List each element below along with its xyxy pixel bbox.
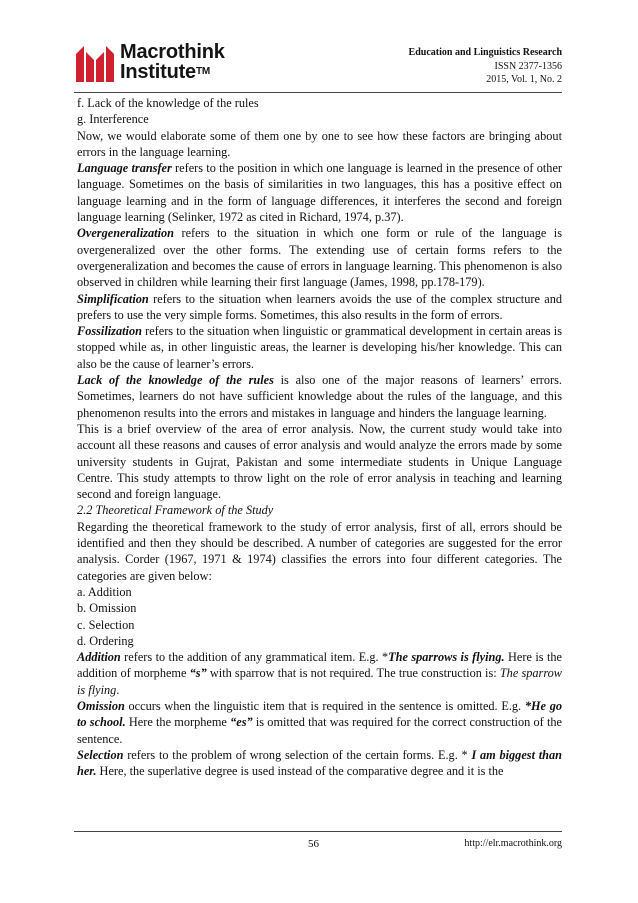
list-item-omission: b. Omission — [77, 601, 137, 616]
example-omission: *He go to school. — [77, 698, 562, 730]
paragraph-lack-of-knowledge: Lack of the knowledge of the rules is also one of the major reasons of learners’ errors. Sometimes, learners do not have sufficient knowledge about the rules of the language, and this phenomenon results into the errors and mistakes in language and hinders the language learning. — [77, 373, 562, 420]
publisher-logo — [74, 41, 274, 88]
term-lack-of-knowledge: Lack of the knowledge of the rules — [77, 373, 274, 388]
example-selection: I am biggest than her. — [77, 747, 562, 779]
list-item-g: g. Interference — [77, 112, 149, 127]
paragraph-language-transfer: Language transfer refers to the position in which one language is learned in the presence of other language. Sometimes on the basis of similarities in two languages, this has a positive effect on language learning and in the form of language differences, it interferes the second and foreign language learning (Selinker, 1972 as cited in Richard, 1974, p.37). — [77, 161, 562, 225]
journal-title: Education and Linguistics Research — [408, 47, 562, 58]
footer-url[interactable]: http://elr.macrothink.org — [464, 838, 562, 849]
paragraph-elaborate: Now, we would elaborate some of them one by one to see how these factors are bringing about errors in the language learning. — [77, 128, 562, 159]
paragraph-simplification: Simplification refers to the situation when learners avoids the use of the complex structure and prefers to use the very simple forms. Sometimes, this also results in the form of errors. — [77, 291, 562, 322]
list-item-selection: c. Selection — [77, 617, 135, 632]
footer-rule — [74, 831, 562, 832]
journal-issn: ISSN 2377-1356 — [494, 60, 562, 72]
page-number: 56 — [308, 838, 319, 850]
logo-line-2: Institute™ — [120, 61, 211, 83]
header-rule — [74, 92, 562, 93]
example-addition: The sparrows is flying. — [388, 650, 505, 665]
term-omission: Omission — [77, 698, 125, 713]
paragraph-addition: Addition refers to the addition of any grammatical item. E.g. *The sparrows is flying. Here is the addition of morpheme “s” with sparrow that is not required. The true construction is: The sparrow is flying. — [77, 650, 563, 697]
paragraph-fossilization: Fossilization refers to the situation when linguistic or grammatical development in certain areas is stopped while as, in other linguistic areas, the learner is developing his/her knowledge. This can also be the cause of learner’s errors. — [77, 324, 562, 371]
paragraph-theoretical-framework: Regarding the theoretical framework to the study of error analysis, first of all, errors should be identified and then they should be described. A number of categories are suggested for the error analysis. Corder (1967, 1971 & 1974) classifies the errors into four different categories. The categories are given below: — [77, 519, 562, 583]
journal-volume: 2015, Vol. 1, No. 2 — [486, 74, 562, 85]
paragraph-overgeneralization: Overgeneralization refers to the situation in which one form or rule of the language is overgeneralized over the other forms. The extending use of certain forms refers to the overgeneralization and becomes the cause of errors in language learning. This phenomenon is also observed in children while learning their first language (James, 1998, pp.178-179). — [77, 226, 562, 290]
macrothink-logo-icon — [74, 44, 118, 84]
term-selection: Selection — [77, 747, 124, 762]
list-item-addition: a. Addition — [77, 584, 132, 599]
morpheme-es: “es” — [230, 715, 253, 730]
paragraph-selection: Selection refers to the problem of wrong selection of the certain forms. E.g. * I am biggest than her. Here, the superlative degree is used instead of the comparative degree and it is the — [77, 747, 562, 779]
correct-construction: The sparrow is flying — [77, 666, 563, 697]
paragraph-brief-overview: This is a brief overview of the area of error analysis. Now, the current study would take into account all these reasons and causes of error analysis and would analyze the errors made by some university students in Gujrat, Pakistan and some intermediate students in Unique Language Centre. This study attempts to throw light on the role of error analysis in teaching and learning second and foreign language. — [77, 421, 562, 502]
page-header — [74, 40, 562, 92]
list-item-ordering: d. Ordering — [77, 633, 134, 648]
term-overgeneralization: Overgeneralization — [77, 226, 175, 241]
list-item-f: f. Lack of the knowledge of the rules — [77, 96, 259, 110]
term-language-transfer: Language transfer — [77, 161, 172, 176]
page-body — [77, 95, 562, 779]
logo-line-1: Macrothink — [120, 41, 225, 63]
morpheme-s: “s” — [189, 666, 207, 681]
journal-info — [409, 46, 562, 87]
logo-trademark: TM — [195, 66, 211, 77]
section-heading: 2.2 Theoretical Framework of the Study — [77, 503, 274, 518]
paragraph-omission: Omission occurs when the linguistic item that is required in the sentence is omitted. E.g. *He go to school. Here the morpheme “es” is omitted that was required for the correct construction of the sentence. — [77, 698, 562, 746]
term-addition: Addition — [77, 650, 121, 665]
term-simplification: Simplification — [77, 291, 149, 306]
term-fossilization: Fossilization — [77, 324, 142, 339]
logo-wordmark — [120, 42, 225, 82]
